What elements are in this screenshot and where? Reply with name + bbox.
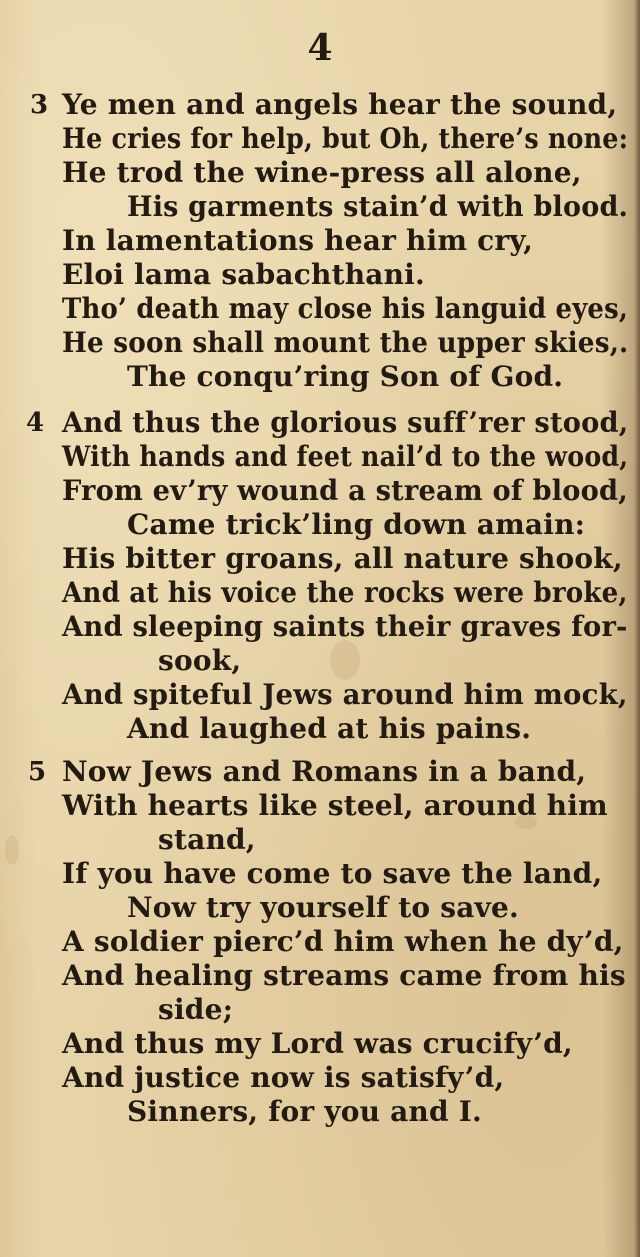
verse-line: And justice now is satisfy’d, bbox=[62, 1061, 505, 1094]
verse-line: He trod the wine-press all alone, bbox=[62, 156, 582, 189]
verse-line: And sleeping saints their graves for- bbox=[62, 610, 628, 643]
verse-line: And healing streams came from his bbox=[62, 959, 626, 992]
verse-line: Sinners, for you and I. bbox=[127, 1095, 482, 1128]
verse-line: stand, bbox=[158, 823, 256, 856]
verse-line: Came trick’ling down amain: bbox=[127, 508, 586, 541]
verse-line: He cries for help, but Oh, there’s none: bbox=[62, 122, 629, 155]
stanza-number: 3 bbox=[30, 90, 49, 120]
page-edge-shadow bbox=[634, 0, 640, 1257]
verse-line: From ev’ry wound a stream of blood, bbox=[62, 474, 628, 507]
verse-line: And at his voice the rocks were broke, bbox=[62, 576, 628, 609]
verse-line: His garments stain’d with blood. bbox=[127, 190, 629, 223]
paper-stain bbox=[5, 835, 19, 865]
verse-line: Tho’ death may close his languid eyes, bbox=[62, 292, 629, 325]
verse-line: With hearts like steel, around him bbox=[62, 789, 608, 822]
verse-line: The conqu’ring Son of God. bbox=[127, 360, 564, 393]
verse-line: side; bbox=[158, 993, 234, 1026]
verse-line: A soldier pierc’d him when he dy’d, bbox=[62, 925, 624, 958]
verse-line: sook, bbox=[158, 644, 242, 677]
paper-stain bbox=[330, 640, 360, 680]
verse-line: He soon shall mount the upper skies,. bbox=[62, 326, 629, 359]
verse-line: If you have come to save the land, bbox=[62, 857, 603, 890]
verse-line: His bitter groans, all nature shook, bbox=[62, 542, 623, 575]
verse-line: With hands and feet nail’d to the wood, bbox=[62, 440, 629, 473]
page-number: 4 bbox=[307, 27, 333, 69]
stanza-number: 4 bbox=[26, 408, 45, 438]
verse-line: Eloi lama sabachthani. bbox=[62, 258, 425, 291]
verse-line: And thus the glorious suff’rer stood, bbox=[62, 406, 629, 439]
verse-line: Now Jews and Romans in a band, bbox=[62, 755, 587, 788]
verse-line: And spiteful Jews around him mock, bbox=[62, 678, 628, 711]
verse-line: And laughed at his pains. bbox=[127, 712, 532, 745]
verse-line: In lamentations hear him cry, bbox=[62, 224, 534, 257]
verse-line: Now try yourself to save. bbox=[127, 891, 519, 924]
verse-line: Ye men and angels hear the sound, bbox=[62, 88, 618, 121]
stanza-number: 5 bbox=[28, 757, 47, 787]
verse-line: And thus my Lord was crucify’d, bbox=[62, 1027, 573, 1060]
